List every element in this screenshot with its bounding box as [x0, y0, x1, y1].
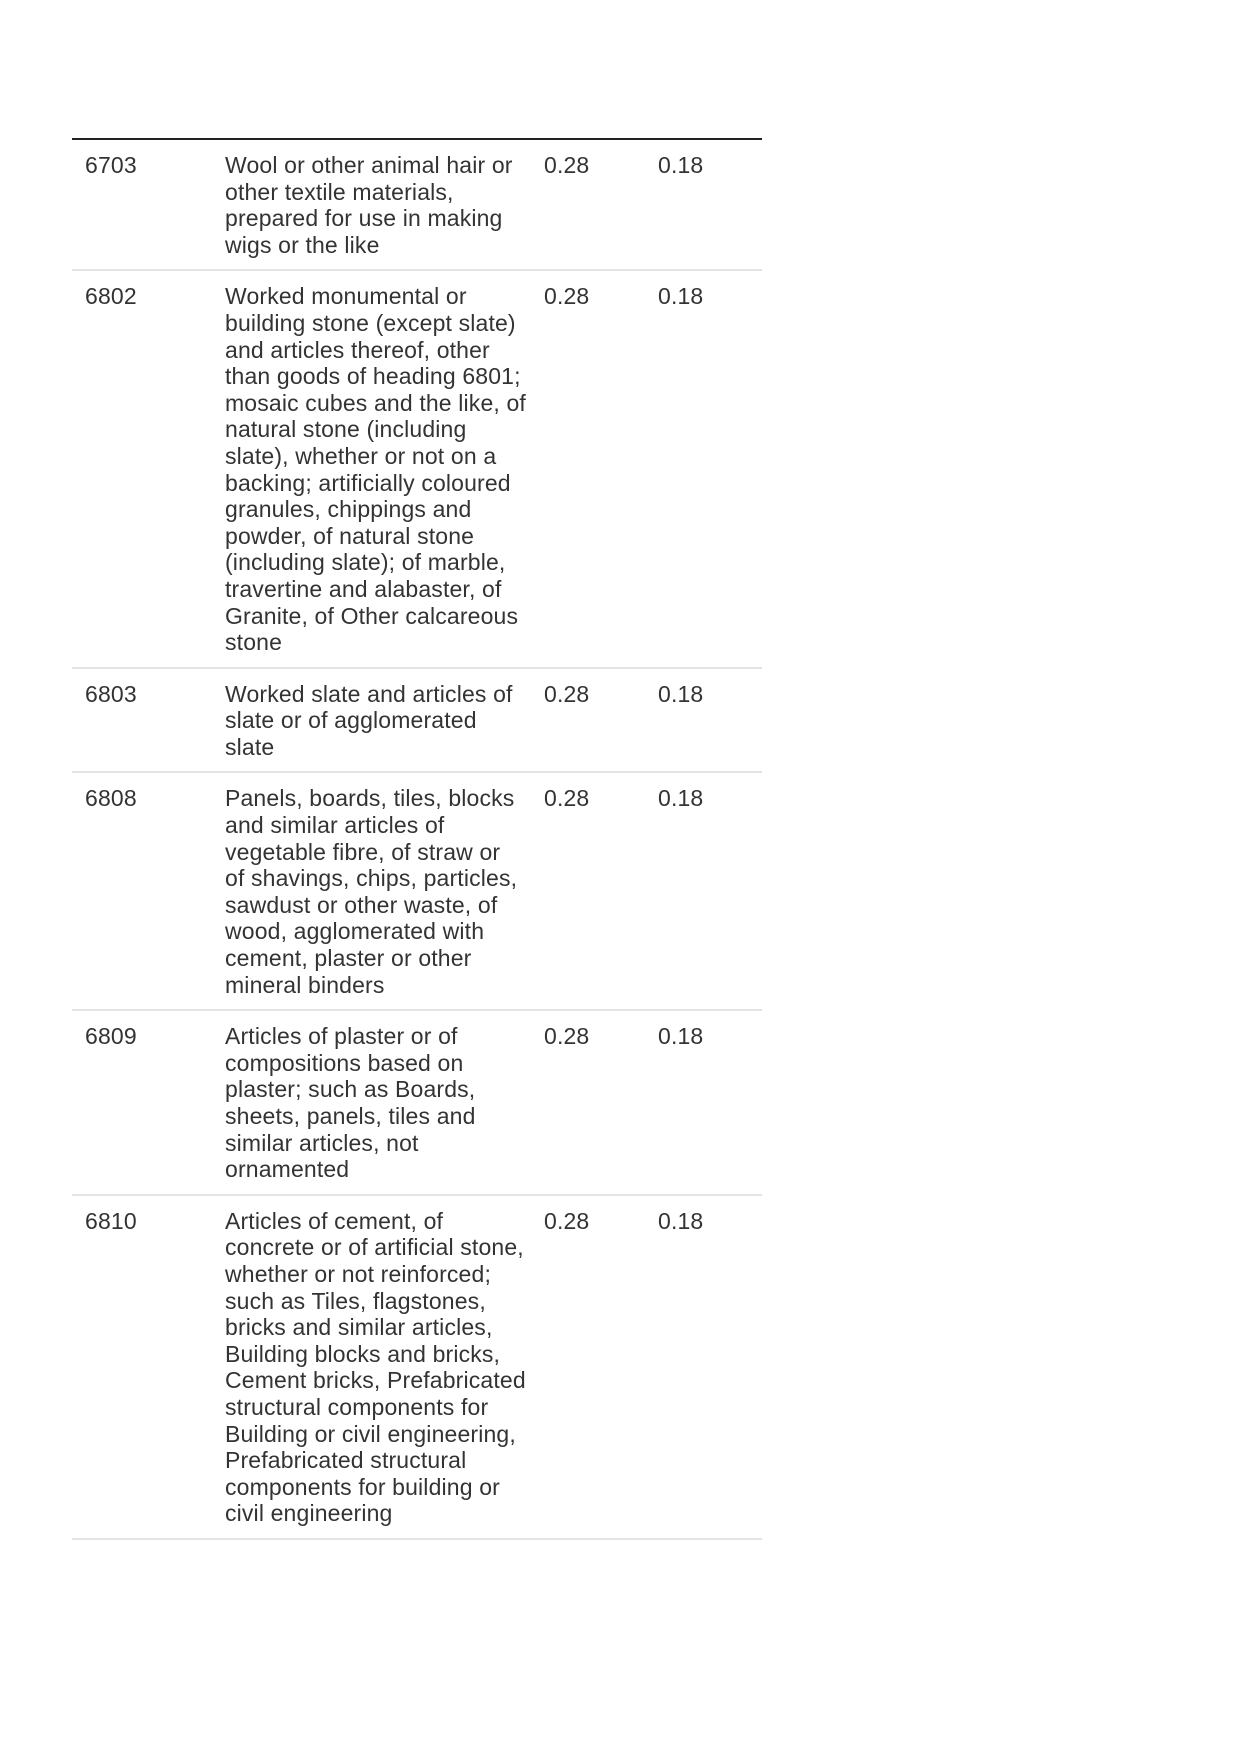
table-row — [72, 140, 762, 271]
hsn-code: 6703 — [85, 152, 137, 178]
rate-value-1: 0.28 — [544, 152, 590, 178]
item-description: Articles of plaster or of compositions based on plaster; such as Boards, sheets, panels, tiles and similar articles, not ornamented — [225, 1023, 476, 1183]
rate-value-2: 0.18 — [658, 1023, 704, 1050]
hsn-code: 6803 — [85, 680, 137, 707]
hsn-code: 6809 — [85, 1023, 137, 1050]
rate-value-2: 0.18 — [658, 1207, 704, 1234]
item-description: Panels, boards, tiles, blocks and similar articles of vegetable fibre, of straw or of shavings, chips, particles, sawdust or other waste, of wood, agglomerated with cement, plaster or other mineral binders — [225, 785, 518, 998]
hsn-code: 6810 — [85, 1207, 137, 1234]
rate-value-2: 0.18 — [658, 283, 704, 310]
item-description: Wool or other animal hair or other textile materials, prepared for use in making wigs or the like — [225, 152, 513, 258]
item-description: Articles of cement, of concrete or of artificial stone, whether or not reinforced; such as Tiles, flagstones, bricks and similar articles, Building blocks and bricks, Cement bricks, Prefabricated structural components for Building or civil engineering, Prefabricated structural components for building or civil engineering — [225, 1207, 526, 1527]
table-row — [72, 1011, 762, 1196]
hsn-code: 6802 — [85, 283, 137, 310]
table-row — [72, 1196, 762, 1540]
rate-value-1: 0.28 — [544, 785, 590, 812]
table-row — [72, 669, 762, 774]
hsn-code: 6808 — [85, 785, 137, 812]
rate-value-1: 0.28 — [544, 283, 590, 310]
rate-value-1: 0.28 — [544, 680, 590, 707]
rate-value-2: 0.18 — [658, 680, 704, 707]
rate-value-1: 0.28 — [544, 1023, 590, 1050]
rate-value-2: 0.18 — [658, 785, 704, 812]
tariff-table — [72, 138, 762, 1540]
item-description: Worked slate and articles of slate or of agglomerated slate — [225, 680, 513, 760]
item-description: Worked monumental or building stone (except slate) and articles thereof, other than goods of heading 6801; mosaic cubes and the like, of natural stone (including slate), whether or not on a backing; artificially coloured granules, chippings and powder, of natural stone (including slate); of marble, travertine and alabaster, of Granite, of Other calcareous stone — [225, 283, 526, 656]
rate-value-1: 0.28 — [544, 1207, 590, 1234]
rate-value-2: 0.18 — [658, 152, 704, 178]
table-row — [72, 773, 762, 1011]
table-row — [72, 271, 762, 668]
